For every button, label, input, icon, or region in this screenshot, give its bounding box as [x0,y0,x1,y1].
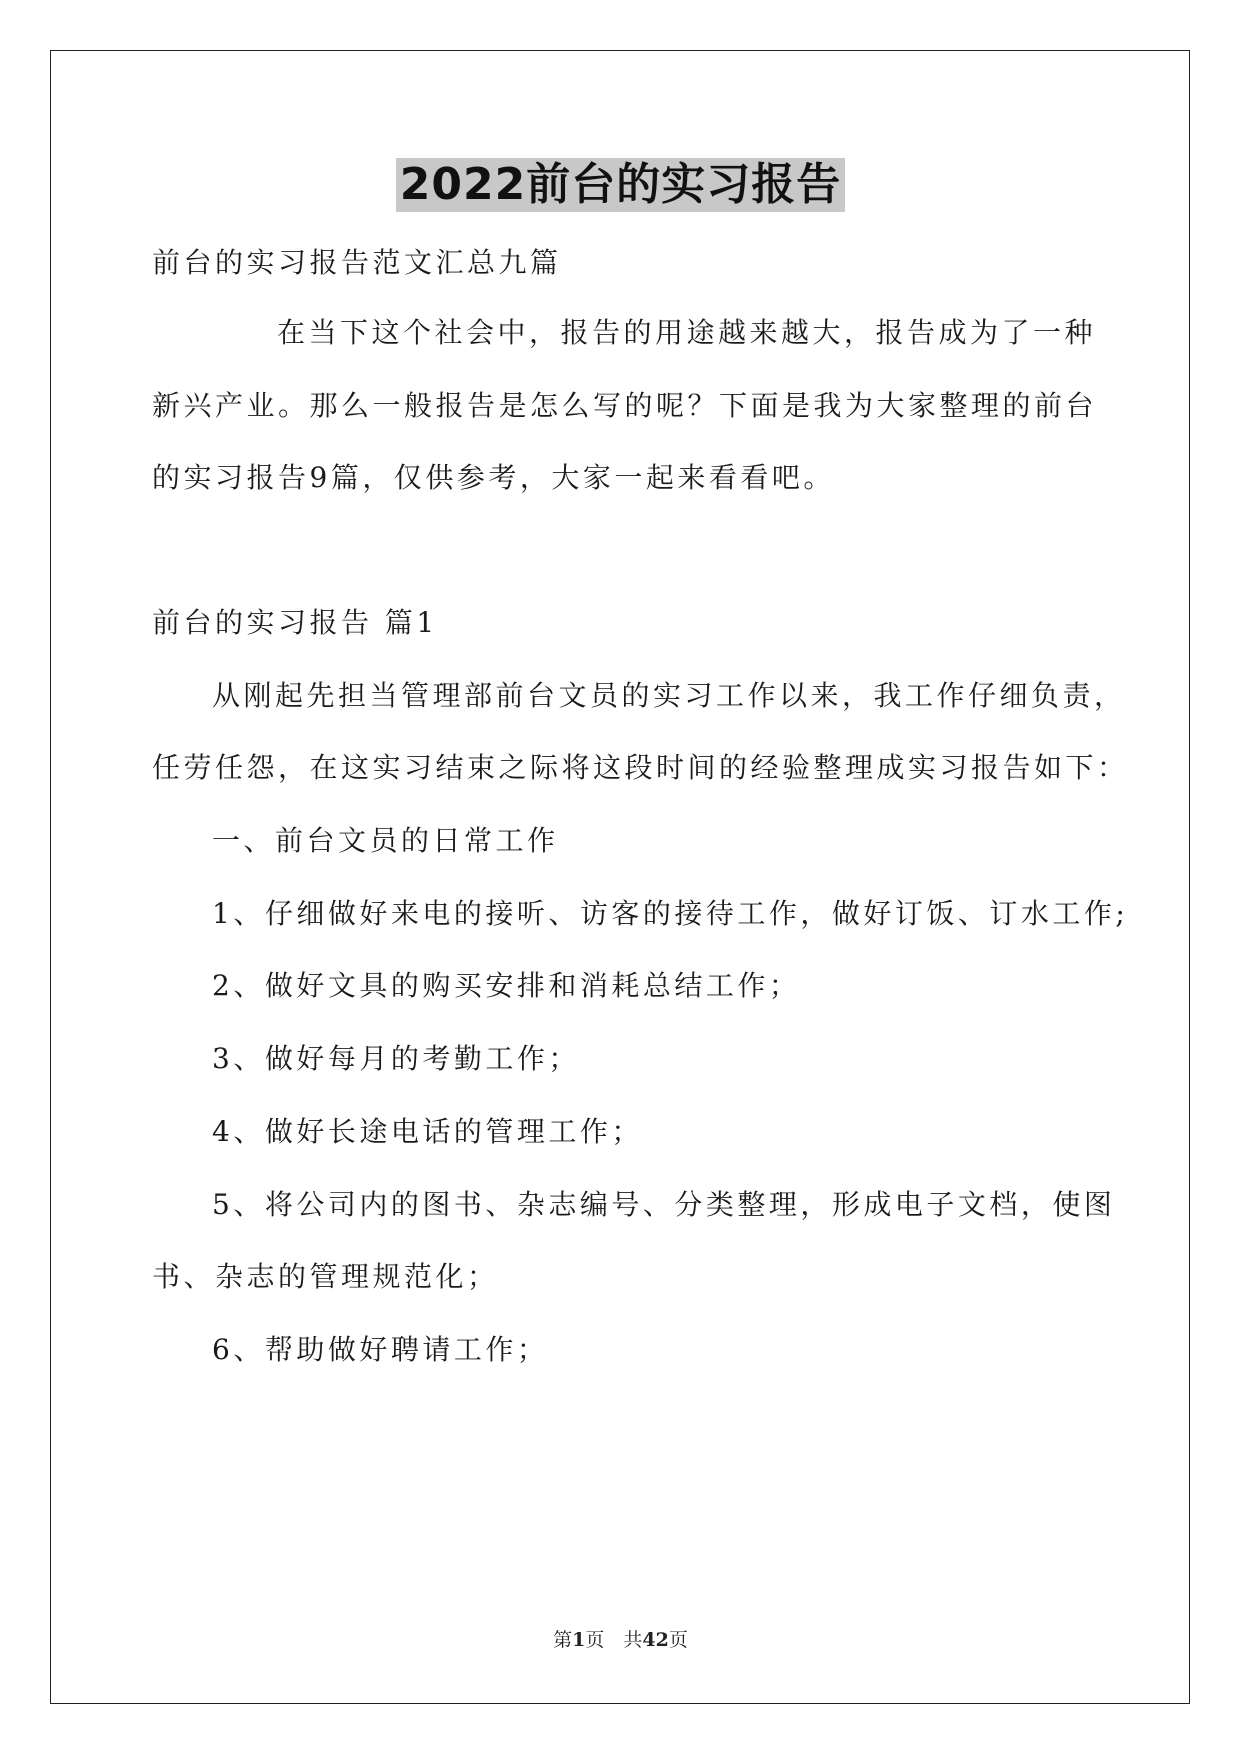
list-item-1: 1、仔细做好来电的接听、访客的接待工作，做好订饭、订水工作; [212,897,1129,930]
intro-line-2: 新兴产业。那么一般报告是怎么写的呢？下面是我为大家整理的前台 [152,389,1098,422]
footer-page-total: 42 [642,1629,669,1651]
subheading: 一、前台文员的日常工作 [212,824,559,857]
list-item-6: 6、帮助做好聘请工作； [212,1333,549,1366]
intro-line-3: 的实习报告9篇，仅供参考，大家一起来看看吧。 [152,461,835,494]
list-item-5: 5、将公司内的图书、杂志编号、分类整理，形成电子文档，使图 [212,1188,1116,1221]
footer-page-mid: 页 共 [585,1629,643,1651]
footer-page-suffix: 页 [668,1629,688,1651]
footer-page-prefix: 第 [553,1629,573,1651]
document-title: 2022前台的实习报告 [396,158,845,212]
page-border [50,50,1190,1704]
list-item-4: 4、做好长途电话的管理工作； [212,1115,643,1148]
page-footer [0,1628,1241,1652]
intro-line-1: 在当下这个社会中，报告的用途越来越大，报告成为了一种 [277,316,1097,349]
section-heading: 前台的实习报告 篇1 [152,606,438,639]
list-item-3: 3、做好每月的考勤工作； [212,1042,580,1075]
title-wrap [0,158,1241,212]
footer-page-number: 1 [572,1629,586,1651]
list-item-5-continued: 书、杂志的管理规范化； [152,1260,499,1293]
paragraph1-line-2: 任劳任怨，在这实习结束之际将这段时间的经验整理成实习报告如下： [152,751,1129,784]
paragraph1-line-1: 从刚起先担当管理部前台文员的实习工作以来，我工作仔细负责， [212,679,1126,712]
document-subtitle: 前台的实习报告范文汇总九篇 [152,246,562,279]
list-item-2: 2、做好文具的购买安排和消耗总结工作； [212,969,801,1002]
